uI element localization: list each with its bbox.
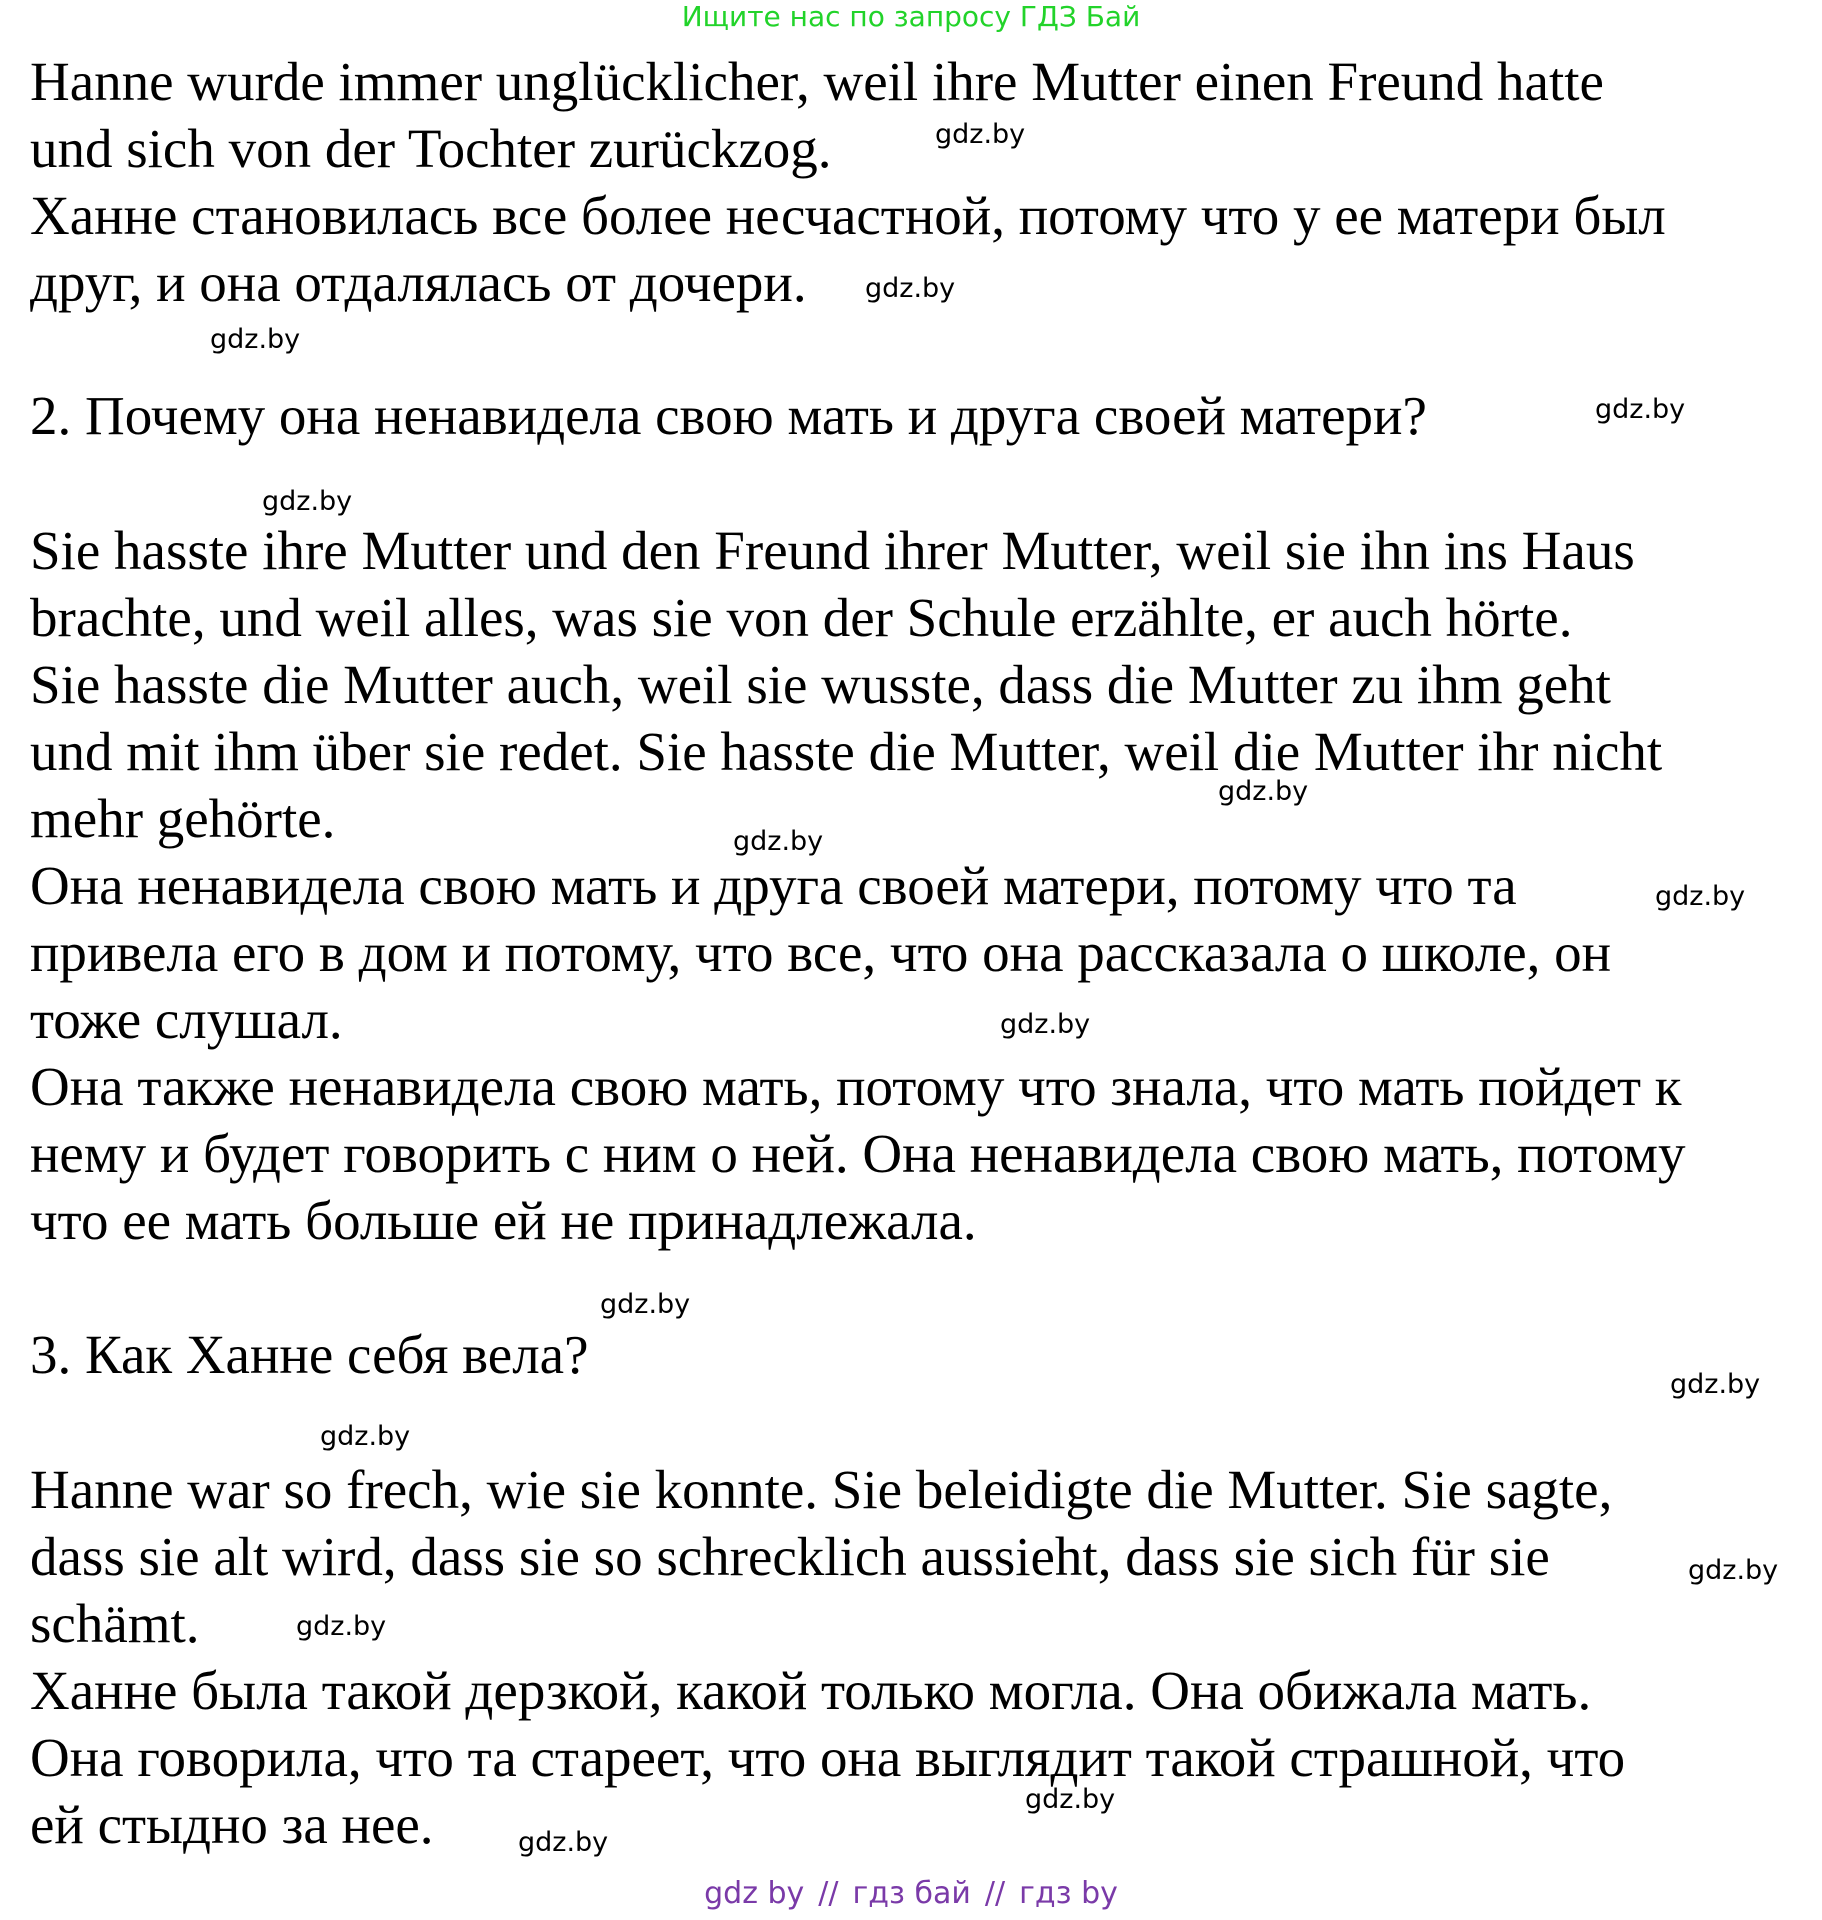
question-heading: 3. Как Ханне себя вела? — [30, 1324, 589, 1385]
watermark: gdz.by — [320, 1421, 411, 1452]
watermark: gdz.by — [1595, 394, 1686, 425]
text-line: brachte, und weil alles, was sie von der Schule erzählte, er auch hörte. — [30, 587, 1573, 648]
text-line: Ханне становилась все более несчастной, потому что у ее матери был — [30, 185, 1666, 246]
text-line: Hanne war so frech, wie sie konnte. Sie beleidigte die Mutter. Sie sagte, — [30, 1459, 1613, 1520]
watermark: gdz.by — [935, 119, 1026, 150]
question-heading: 2. Почему она ненавидела свою мать и друга своей матери? — [30, 385, 1427, 446]
text-line: und mit ihm über sie redet. Sie hasste die Mutter, weil die Mutter ihr nicht — [30, 721, 1663, 782]
text-line: mehr gehörte. — [30, 788, 336, 849]
text-line: друг, и она отдалялась от дочери. — [30, 252, 807, 313]
watermark: gdz.by — [865, 273, 956, 304]
watermark: gdz.by — [1688, 1555, 1779, 1586]
text-line: Она говорила, что та стареет, что она выглядит такой страшной, что — [30, 1727, 1626, 1788]
text-line: тоже слушал. — [30, 989, 343, 1050]
footer-links — [0, 1876, 1822, 1912]
watermark: gdz.by — [1218, 776, 1309, 807]
text-line: Sie hasste die Mutter auch, weil sie wusste, dass die Mutter zu ihm geht — [30, 654, 1611, 715]
watermark: gdz.by — [1655, 881, 1746, 912]
watermark: gdz.by — [296, 1611, 387, 1642]
watermark: gdz.by — [210, 324, 301, 355]
footer-link-gdz-by[interactable]: gdz by — [704, 1876, 805, 1911]
footer-link-gdz-bai[interactable]: гдз бай — [852, 1876, 971, 1911]
text-line: und sich von der Tochter zurückzog. — [30, 118, 832, 179]
text-line: schämt. — [30, 1593, 200, 1654]
watermark: gdz.by — [600, 1289, 691, 1320]
footer-link-gdz-by-alt[interactable]: гдз by — [1019, 1876, 1118, 1911]
text-line: ей стыдно за нее. — [30, 1794, 434, 1855]
text-line: Она ненавидела свою мать и друга своей матери, потому что та — [30, 855, 1517, 916]
watermark: gdz.by — [1670, 1369, 1761, 1400]
text-line: Она также ненавидела свою мать, потому что знала, что мать пойдет к — [30, 1056, 1682, 1117]
footer-separator: // — [984, 1876, 1006, 1911]
text-line: нему и будет говорить с ним о ней. Она ненавидела свою мать, потому — [30, 1123, 1686, 1184]
watermark: gdz.by — [518, 1827, 609, 1858]
text-line: Sie hasste ihre Mutter und den Freund ihrer Mutter, weil sie ihn ins Haus — [30, 520, 1635, 581]
watermark: gdz.by — [1000, 1009, 1091, 1040]
text-line: привела его в дом и потому, что все, что она рассказала о школе, он — [30, 922, 1612, 983]
text-line: Hanne wurde immer unglücklicher, weil ihre Mutter einen Freund hatte — [30, 51, 1604, 112]
header-note: Ищите нас по запросу ГДЗ Бай — [681, 0, 1141, 33]
text-line: что ее мать больше ей не принадлежала. — [30, 1190, 977, 1251]
watermark: gdz.by — [1025, 1784, 1116, 1815]
text-line: dass sie alt wird, dass sie so schrecklich aussieht, dass sie sich für sie — [30, 1526, 1550, 1587]
watermark: gdz.by — [262, 486, 353, 517]
footer-separator: // — [818, 1876, 839, 1911]
text-line: Ханне была такой дерзкой, какой только могла. Она обижала мать. — [30, 1660, 1592, 1721]
watermark: gdz.by — [733, 826, 824, 857]
